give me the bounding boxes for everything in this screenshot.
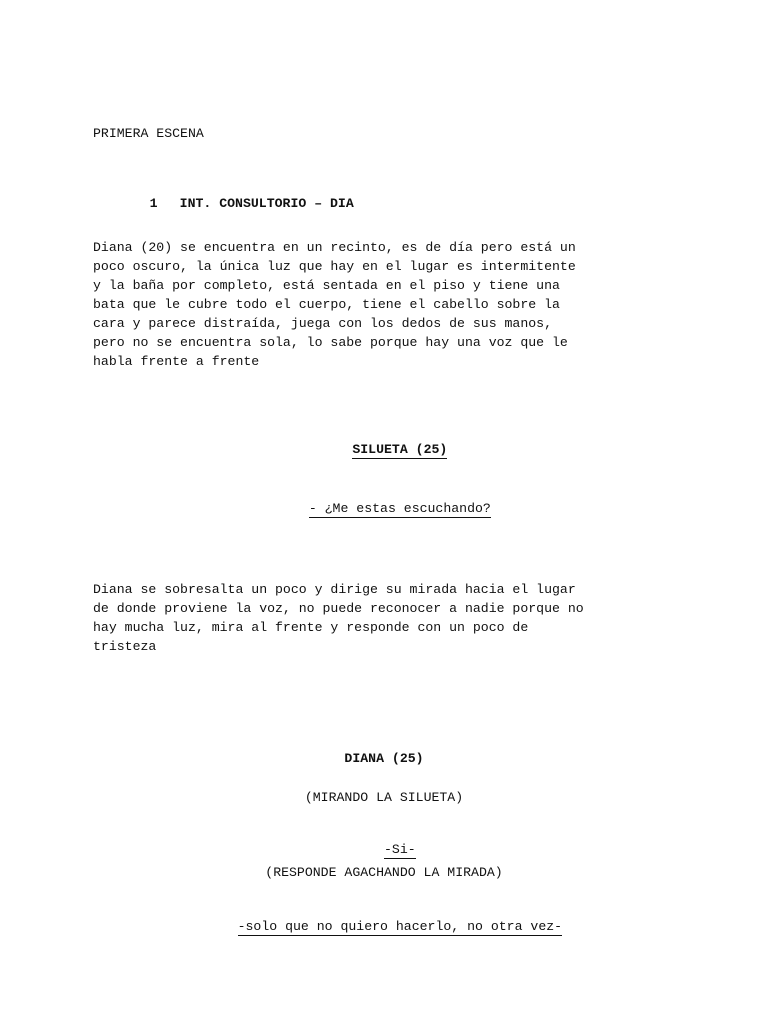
dialogue-1 (0, 486, 768, 531)
scene-heading (118, 181, 354, 226)
action-line: habla frente a frente (93, 354, 260, 369)
dialogue-text: -Si- (384, 842, 416, 857)
action-line: Diana (20) se encuentra en un recinto, es de día pero está un (93, 240, 576, 255)
parenthetical-2: (RESPONDE AGACHANDO LA MIRADA) (265, 865, 503, 880)
action-line: poco oscuro, la única luz que hay en el lugar es intermitente (93, 259, 576, 274)
scene-number: 1 (149, 196, 158, 211)
action-paragraph-1 (93, 238, 693, 371)
action-line: y la baña por completo, está sentada en el piso y tiene una (93, 278, 560, 293)
action-line: cara y parece distraída, juega con los dedos de sus manos, (93, 316, 552, 331)
character-name-diana: DIANA (25) (344, 751, 424, 766)
action-line: bata que le cubre todo el cuerpo, tiene el cabello sobre la (93, 297, 560, 312)
character-name-silueta (0, 427, 768, 472)
action-line: pero no se encuentra sola, lo sabe porque hay una voz que le (93, 335, 568, 350)
action-paragraph-2 (93, 580, 693, 656)
act-title: PRIMERA ESCENA (93, 126, 204, 141)
action-line: Diana se sobresalta un poco y dirige su mirada hacia el lugar (93, 582, 576, 597)
action-line: hay mucha luz, mira al frente y responde con un poco de (93, 620, 529, 635)
action-line: de donde proviene la voz, no puede reconocer a nadie porque no (93, 601, 584, 616)
scene-heading-text: INT. CONSULTORIO – DIA (179, 196, 354, 211)
character-name-text: SILUETA (25) (352, 442, 448, 457)
dialogue-3 (0, 904, 768, 949)
dialogue-text: -solo que no quiero hacerlo, no otra vez- (237, 919, 563, 934)
parenthetical-1: (MIRANDO LA SILUETA) (304, 790, 464, 805)
action-line: tristeza (93, 639, 157, 654)
dialogue-text: - ¿Me estas escuchando? (308, 501, 491, 516)
